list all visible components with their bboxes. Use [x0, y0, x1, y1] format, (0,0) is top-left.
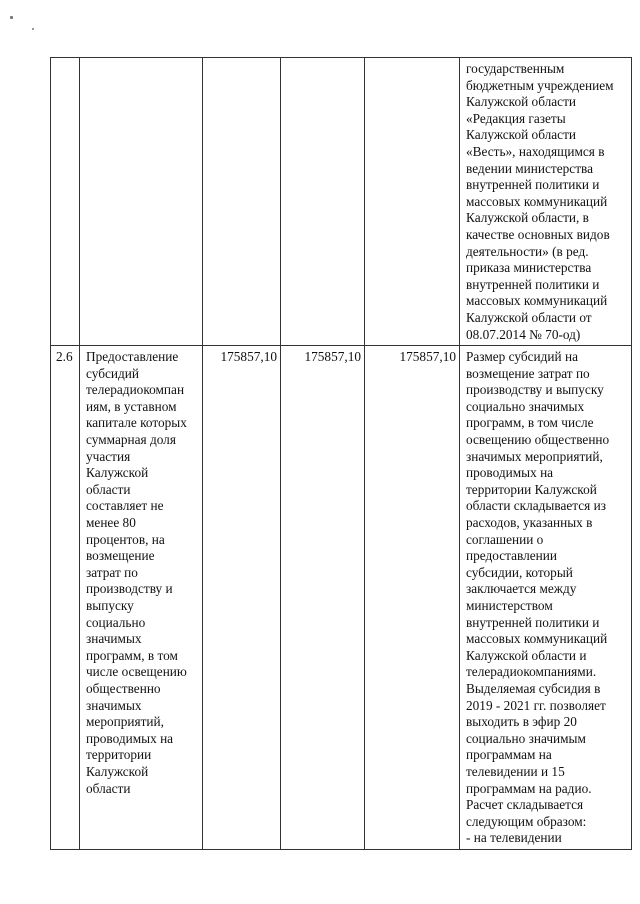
scan-speck: [10, 16, 13, 19]
table-row: [51, 58, 632, 346]
text-line: составляет не: [86, 498, 164, 514]
text-line: проводимых на: [86, 730, 174, 746]
value-cell-3: [365, 58, 460, 346]
text-line: Калужской области и: [466, 647, 587, 663]
value-cell-1: 175857,10: [203, 346, 281, 850]
text-line: территории Калужской: [466, 481, 597, 497]
text-line: 2019 - 2021 гг. позволяет: [466, 697, 606, 713]
text-line: министерством: [466, 598, 553, 613]
text-line: государственным: [466, 61, 565, 76]
text-line: процентов, на: [86, 531, 165, 547]
row-name-cell: [80, 58, 203, 346]
text-line: качестве основных видов: [466, 226, 610, 242]
text-line: программам на: [466, 747, 552, 763]
text-line: - на телевидении: [466, 830, 562, 846]
text-line: телерадиокомпан: [86, 382, 185, 398]
text-line: значимых: [86, 631, 142, 647]
scan-speck: [32, 28, 34, 30]
text-line: внутренней политики и: [466, 177, 600, 193]
text-line: области: [86, 780, 131, 796]
text-line: области складывается из: [466, 498, 606, 514]
text-line: массовых коммуникаций: [466, 631, 608, 647]
text-line: деятельности» (в ред.: [466, 243, 589, 259]
text-line: телевидении и 15: [466, 763, 565, 779]
text-line: Расчет складывается: [466, 797, 584, 813]
text-line: затрат по: [86, 564, 138, 580]
text-line: Калужской области от: [466, 309, 592, 325]
value-cell-3: 175857,10: [365, 346, 460, 850]
text-line: числе освещению: [86, 664, 187, 680]
text-line: программ, в том числе: [466, 415, 594, 431]
text-line: Калужской области: [466, 94, 576, 110]
text-line: общественно: [86, 680, 161, 696]
row-note-cell: [460, 58, 632, 346]
text-line: Предоставление: [86, 349, 179, 365]
value-cell-2: 175857,10: [281, 346, 365, 850]
text-line: «Весть», находящимся в: [466, 143, 605, 159]
text-line: субсидий: [86, 365, 139, 381]
text-line: выходить в эфир 20: [466, 714, 577, 730]
text-line: Калужской: [86, 465, 149, 481]
text-line: производству и: [86, 581, 173, 597]
text-line: участия: [86, 448, 131, 464]
text-line: Калужской области, в: [466, 210, 589, 226]
text-line: капитале которых: [86, 415, 187, 431]
text-line: суммарная доля: [86, 432, 176, 448]
text-line: массовых коммуникаций: [466, 193, 608, 209]
row-name-cell: [80, 346, 203, 850]
text-line: значимых: [86, 697, 142, 713]
text-line: социально значимых: [466, 398, 585, 414]
table-row: [51, 346, 632, 850]
text-line: предоставлении: [466, 548, 558, 564]
text-line: социально значимым: [466, 730, 586, 746]
text-line: производству и выпуску: [466, 382, 604, 398]
text-line: 08.07.2014 № 70-од): [466, 326, 581, 342]
text-line: проводимых на: [466, 465, 554, 481]
text-line: «Редакция газеты: [466, 110, 566, 126]
text-line: Калужской области: [466, 127, 576, 143]
text-line: внутренней политики и: [466, 614, 600, 630]
text-line: телерадиокомпаниями.: [466, 664, 597, 680]
text-line: Выделяемая субсидия в: [466, 680, 601, 696]
text-line: ведении министерства: [466, 160, 594, 176]
text-line: области: [86, 481, 131, 497]
text-line: массовых коммуникаций: [466, 293, 608, 309]
text-line: возмещение: [86, 548, 155, 564]
text-line: мероприятий,: [86, 714, 164, 730]
text-line: приказа министерства: [466, 260, 592, 276]
text-line: Калужской: [86, 763, 149, 779]
text-line: заключается между: [466, 581, 577, 597]
text-line: Размер субсидий на: [466, 349, 578, 365]
text-line: расходов, указанных в: [466, 515, 593, 531]
row-number-cell: 2.6: [51, 346, 80, 850]
text-line: следующим образом:: [466, 813, 587, 829]
text-line: выпуску: [86, 598, 134, 613]
text-line: территории: [86, 747, 152, 763]
text-line: освещению общественно: [466, 432, 610, 448]
text-line: социально: [86, 614, 146, 630]
text-line: возмещение затрат по: [466, 365, 590, 381]
text-line: бюджетным учреждением: [466, 77, 614, 93]
text-line: иям, в уставном: [86, 398, 177, 414]
text-line: субсидии, который: [466, 564, 573, 580]
row-number-cell: [51, 58, 80, 346]
value-cell-2: [281, 58, 365, 346]
text-line: менее 80: [86, 515, 136, 531]
text-line: соглашении о: [466, 531, 544, 547]
budget-table: [50, 57, 632, 850]
text-line: значимых мероприятий,: [466, 448, 603, 464]
value-cell-1: [203, 58, 281, 346]
row-note-cell: [460, 346, 632, 850]
text-line: программ, в том: [86, 647, 178, 663]
text-line: программам на радио.: [466, 780, 592, 796]
text-line: внутренней политики и: [466, 276, 600, 292]
